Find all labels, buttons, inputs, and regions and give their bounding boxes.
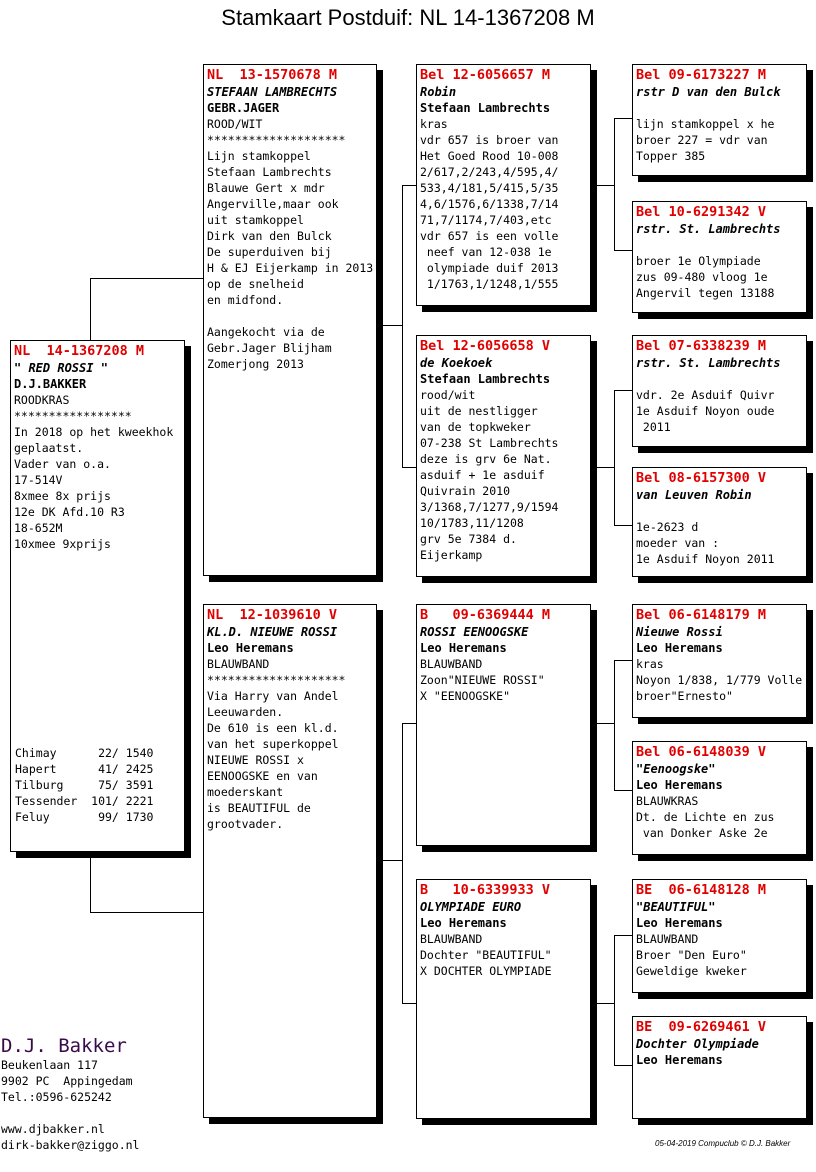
pigeon-card-dam-dam-dam[interactable] <box>632 1016 807 1119</box>
pigeon-card-sire[interactable] <box>203 64 377 576</box>
info-line: Zomerjong 2013 <box>207 357 304 371</box>
connector-line <box>376 325 402 326</box>
pigeon-card-dam-sire-sire[interactable] <box>632 604 807 718</box>
ring-number: NL 14-1367208 M <box>14 343 145 359</box>
pigeon-name: Nieuwe Rossi <box>636 625 723 639</box>
info-line: broer 227 = vdr van <box>636 133 768 147</box>
info-line: X DOCHTER OLYMPIADE <box>420 964 552 978</box>
footer-credit: 05-04-2019 Compuclub © D.J. Bakker <box>655 1139 791 1148</box>
connector-line <box>614 1065 632 1066</box>
info-line <box>636 100 803 116</box>
ring-number: NL 12-1039610 V <box>207 607 338 623</box>
owner-phone: Tel.:0596-625242 <box>1 1090 112 1104</box>
pigeon-card-sire-sire-sire[interactable] <box>632 64 807 176</box>
connector-line <box>90 852 91 912</box>
info-line: ******************** <box>207 133 346 147</box>
ring-number: Bel 12-6056658 V <box>420 338 551 354</box>
breeder-name: Leo Heremans <box>636 778 723 792</box>
info-line <box>636 237 803 253</box>
race-result-row: Feluy 99/ 1730 <box>15 810 154 824</box>
pigeon-name: ROSSI EENOOGSKE <box>420 625 529 639</box>
ring-number: Bel 10-6291342 V <box>636 204 767 220</box>
info-line: De superduiven bij <box>207 245 332 259</box>
info-line <box>207 308 373 324</box>
ring-number: BE 09-6269461 V <box>636 1019 767 1035</box>
info-line: 2/617,2/243,4/595,4/ <box>420 165 559 179</box>
info-line <box>636 371 803 387</box>
info-line: asduif + 1e asduif <box>420 468 545 482</box>
info-line: X "EENOOGSKE" <box>420 689 511 703</box>
info-line: 1e-2623 d <box>636 520 699 534</box>
connector-line <box>614 525 632 526</box>
info-line: Gebr.Jager Blijham <box>207 341 332 355</box>
owner-email-link[interactable]: dirk-bakker@ziggo.nl <box>1 1138 140 1152</box>
pigeon-name: " RED ROSSI " <box>14 361 108 375</box>
connector-line <box>402 325 403 468</box>
info-line: 4,6/1576,6/1338,7/14 <box>420 197 559 211</box>
info-line: Aangekocht via de <box>207 325 325 339</box>
info-line: ******************** <box>207 673 346 687</box>
breeder-name: D.J.BAKKER <box>14 377 87 391</box>
info-line: moederskant <box>207 785 284 799</box>
connector-line <box>402 185 403 326</box>
info-line: vdr 657 is broer van <box>420 133 559 147</box>
pigeon-name: rstr. St. Lambrechts <box>636 222 781 236</box>
info-line: Het Goed Rood 10-008 <box>420 149 559 163</box>
ring-number: Bel 09-6173227 M <box>636 67 767 83</box>
info-line: 1e Asduif Noyon oude <box>636 404 775 418</box>
info-line: Broer "Den Euro" <box>636 948 747 962</box>
info-line: 12e DK Afd.10 R3 <box>14 505 125 519</box>
info-line: H & EJ Eijerkamp in 2013 <box>207 261 374 275</box>
info-line: Noyon 1/838, 1/779 Volle <box>636 673 803 687</box>
pigeon-card-dam-dam-sire[interactable] <box>632 879 807 993</box>
connector-line <box>590 185 614 186</box>
pigeon-card-sire-sire-dam[interactable] <box>632 201 807 313</box>
breeder-name: GEBR.JAGER <box>207 101 280 115</box>
info-line: moeder van : <box>636 536 720 550</box>
connector-line <box>90 278 91 340</box>
ring-number: Bel 07-6338239 M <box>636 338 767 354</box>
info-line: geplaatst. <box>14 441 84 455</box>
info-line: Dirk van den Bulck <box>207 229 332 243</box>
pigeon-name: Robin <box>420 85 457 99</box>
ring-number: Bel 06-6148039 V <box>636 744 767 760</box>
info-line: lijn stamkoppel x he <box>636 117 775 131</box>
connector-line <box>614 660 632 661</box>
pigeon-card-dam[interactable] <box>203 604 377 1118</box>
info-line: BLAUWBAND <box>420 932 483 946</box>
info-line: grv 5e 7384 d. <box>420 532 517 546</box>
info-line: 07-238 St Lambrechts <box>420 436 559 450</box>
pigeon-name: rstr D van den Bulck <box>636 85 781 99</box>
ring-number: Bel 08-6157300 V <box>636 470 767 486</box>
pigeon-name: van Leuven Robin <box>636 488 752 502</box>
info-line: Lijn stamkoppel <box>207 149 311 163</box>
info-line: ***************** <box>14 409 132 423</box>
info-line: Leeuwarden. <box>207 705 284 719</box>
info-line: uit de nestligger <box>420 404 538 418</box>
breeder-name: Stefaan Lambrechts <box>420 101 551 115</box>
info-line: 2011 <box>636 420 671 434</box>
info-line: broer 1e Olympiade <box>636 254 761 268</box>
connector-line <box>590 467 614 468</box>
connector-line <box>614 118 615 251</box>
info-line: Dochter "BEAUTIFUL" <box>420 948 552 962</box>
info-line: broer"Ernesto" <box>636 689 733 703</box>
info-line: van het superkoppel <box>207 737 339 751</box>
info-line: rood/wit <box>420 388 476 402</box>
connector-line <box>402 723 403 1004</box>
info-line: zus 09-480 vloog 1e <box>636 270 768 284</box>
info-line: Geweldige kweker <box>636 964 747 978</box>
info-line: kras <box>636 657 664 671</box>
info-line: BLAUWBAND <box>207 657 270 671</box>
breeder-name: Leo Heremans <box>420 916 507 930</box>
connector-line <box>614 935 632 936</box>
pigeon-name: rstr. St. Lambrechts <box>636 356 781 370</box>
info-line: kras <box>420 117 448 131</box>
owner-address: Beukenlaan 117 <box>1 1058 98 1072</box>
info-line: BLAUWKRAS <box>636 794 699 808</box>
owner-block <box>1 1035 139 1153</box>
ring-number: B 09-6369444 M <box>420 607 551 623</box>
owner-city: 9902 PC Appingedam <box>1 1074 133 1088</box>
connector-line <box>614 660 615 791</box>
breeder-name: Leo Heremans <box>207 641 294 655</box>
owner-name: D.J. Bakker <box>1 1035 127 1057</box>
info-line: NIEUWE ROSSI x <box>207 753 304 767</box>
info-line: neef van 12-038 1e <box>420 245 552 259</box>
info-line: vdr. 2e Asduif Quivr <box>636 388 775 402</box>
info-line: Stefaan Lambrechts <box>207 165 332 179</box>
info-line: Dt. de Lichte en zus <box>636 810 775 824</box>
pigeon-card-sire-dam[interactable] <box>416 335 591 577</box>
pigeon-name: Dochter Olympiade <box>636 1037 759 1051</box>
info-line: en midfond. <box>207 293 284 307</box>
info-line: ROOD/WIT <box>207 117 263 131</box>
info-line: uit stamkoppel <box>207 213 304 227</box>
pigeon-card-sire-dam-sire[interactable] <box>632 335 807 447</box>
info-line: 533,4/181,5/415,5/35 <box>420 181 559 195</box>
info-line: In 2018 op het kweekhok <box>14 425 174 439</box>
connector-line <box>614 390 615 526</box>
race-result-row: Tilburg 75/ 3591 <box>15 778 154 792</box>
race-result-row: Chimay 22/ 1540 <box>15 746 154 760</box>
pigeon-name: de Koekoek <box>420 356 493 370</box>
info-line: 3/1368,7/1277,9/1594 <box>420 500 559 514</box>
info-line: Eijerkamp <box>420 548 483 562</box>
pigeon-card-dam-dam[interactable] <box>416 879 591 1119</box>
info-line: 10xmee 9xprijs <box>14 537 111 551</box>
info-line: Topper 385 <box>636 149 706 163</box>
connector-line <box>590 723 614 724</box>
connector-line <box>90 912 205 913</box>
info-line: Angerville,maar ook <box>207 197 339 211</box>
info-line: deze is grv 6e Nat. <box>420 452 552 466</box>
race-result-row: Tessender 101/ 2221 <box>15 794 154 808</box>
pigeon-card-dam-sire[interactable] <box>416 604 591 846</box>
page-title: Stamkaart Postduif: NL 14-1367208 M <box>221 5 595 30</box>
breeder-name: Leo Heremans <box>636 1053 723 1067</box>
info-line: vdr 657 is een volle <box>420 229 559 243</box>
info-line: Angervil tegen 13188 <box>636 286 775 300</box>
pigeon-card-sire-dam-dam[interactable] <box>632 467 807 577</box>
connector-line <box>614 790 632 791</box>
info-line: Blauwe Gert x mdr <box>207 181 325 195</box>
connector-line <box>614 118 632 119</box>
info-line: olympiade duif 2013 <box>420 261 559 275</box>
connector-line <box>614 390 632 391</box>
ring-number: NL 13-1570678 M <box>207 67 338 83</box>
info-line: BLAUWBAND <box>420 657 483 671</box>
info-line <box>636 503 803 519</box>
info-line: van de topkweker <box>420 420 531 434</box>
ring-number: BE 06-6148128 M <box>636 882 767 898</box>
ring-number: Bel 12-6056657 M <box>420 67 551 83</box>
connector-line <box>614 935 615 1066</box>
info-line: Quivrain 2010 <box>420 484 511 498</box>
breeder-name: Leo Heremans <box>420 641 507 655</box>
info-line: ROODKRAS <box>14 393 70 407</box>
info-line: Vader van o.a. <box>14 457 111 471</box>
info-line: Via Harry van Andel <box>207 689 339 703</box>
pigeon-name: "Eenoogske" <box>636 762 716 776</box>
connector-line <box>590 1003 614 1004</box>
info-line: van Donker Aske 2e <box>636 826 768 840</box>
breeder-name: Leo Heremans <box>636 641 723 655</box>
info-line: grootvader. <box>207 817 284 831</box>
ring-number: B 10-6339933 V <box>420 882 551 898</box>
breeder-name: Leo Heremans <box>636 916 723 930</box>
info-line: 71,7/1174,7/403,etc <box>420 213 552 227</box>
pigeon-name: "BEAUTIFUL" <box>636 900 716 914</box>
info-line: 10/1783,11/1208 <box>420 516 524 530</box>
race-result-row: Hapert 41/ 2425 <box>15 762 154 776</box>
connector-line <box>614 250 632 251</box>
info-line: De 610 is een kl.d. <box>207 721 339 735</box>
pigeon-name: OLYMPIADE EURO <box>420 900 522 914</box>
info-line: Zoon"NIEUWE ROSSI" <box>420 673 545 687</box>
info-line: is BEAUTIFUL de <box>207 801 311 815</box>
owner-spacer <box>1 1105 139 1121</box>
connector-line <box>90 278 205 279</box>
ring-number: Bel 06-6148179 M <box>636 607 767 623</box>
owner-website-link[interactable]: www.djbakker.nl <box>1 1122 105 1136</box>
race-results <box>15 745 153 825</box>
info-line: 1/1763,1/1248,1/555 <box>420 277 559 291</box>
info-line: BLAUWBAND <box>636 932 699 946</box>
info-line: 8xmee 8x prijs <box>14 489 111 503</box>
pigeon-card-sire-sire[interactable] <box>416 64 591 306</box>
pigeon-card-dam-sire-dam[interactable] <box>632 741 807 855</box>
connector-line <box>376 860 402 861</box>
info-line: 1e Asduif Noyon 2011 <box>636 552 775 566</box>
breeder-name: Stefaan Lambrechts <box>420 372 551 386</box>
info-line: op de snelheid <box>207 277 304 291</box>
info-line: EENOOGSKE en van <box>207 769 318 783</box>
info-line: 17-514V <box>14 473 63 487</box>
info-line: 18-652M <box>14 521 63 535</box>
pigeon-name: STEFAAN LAMBRECHTS <box>207 85 338 99</box>
pigeon-name: KL.D. NIEUWE ROSSI <box>207 625 338 639</box>
